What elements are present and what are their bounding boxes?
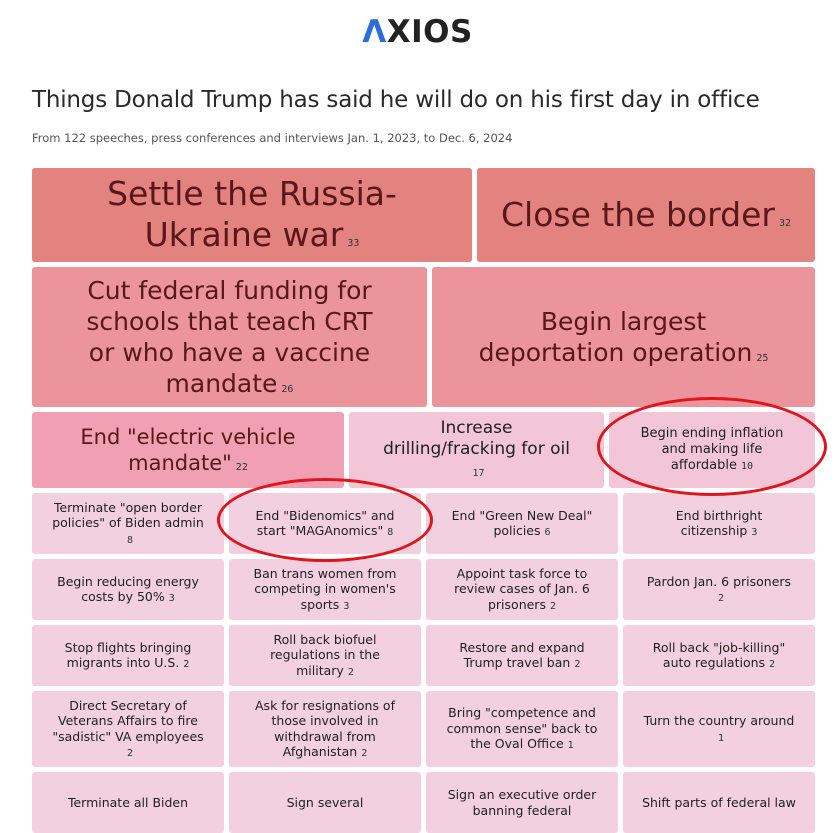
treemap-cell	[32, 691, 224, 767]
treemap-cell	[32, 559, 224, 620]
cell-label: Pardon Jan. 6 prisoners	[646, 573, 792, 589]
cell-label: Shift parts of federal law	[642, 794, 796, 810]
cell-count: 2	[361, 748, 368, 760]
cell-label: Roll back "job-killing" auto regulations	[652, 639, 786, 671]
treemap-cell	[623, 625, 815, 686]
treemap-cell	[477, 168, 815, 262]
treemap-cell	[426, 559, 618, 620]
cell-label: Terminate "open border policies" of Biden admin	[52, 499, 204, 531]
cell-label: Begin ending inflation and making life affordable	[640, 425, 784, 474]
cell-count: 2	[347, 666, 354, 678]
cell-label: Cut federal funding for schools that teach CRT or who have a vaccine mandate	[86, 276, 373, 398]
cell-label: Begin largest deportation operation	[478, 307, 753, 367]
cell-count: 2	[126, 748, 134, 760]
cell-count: 2	[183, 659, 190, 671]
cell-label: Settle the Russia- Ukraine war	[107, 174, 397, 254]
cell-count: 3	[343, 600, 350, 612]
cell-label: Direct Secretary of Veterans Affairs to fire "sadistic" VA employees	[52, 697, 204, 744]
treemap-cell	[349, 412, 604, 488]
treemap-cell	[623, 559, 815, 620]
cell-count: 26	[281, 384, 294, 395]
cell-count: 6	[544, 527, 551, 539]
cell-label: End "Bidenomics" and start "MAGAnomics"	[255, 507, 395, 539]
axios-logo: ΛXIOS	[362, 14, 473, 50]
treemap-cell	[623, 691, 815, 767]
cell-count: 33	[347, 238, 360, 249]
treemap-cell	[623, 772, 815, 833]
cell-count: 3	[751, 527, 758, 539]
chart-subtitle: From 122 speeches, press conferences and interviews Jan. 1, 2023, to Dec. 6, 2024	[32, 131, 513, 145]
cell-label: End "electric vehicle mandate"	[80, 424, 296, 475]
treemap-cell	[609, 412, 815, 488]
cell-label: End "Green New Deal" policies	[451, 507, 593, 539]
cell-label: Stop flights bringing migrants into U.S.	[64, 639, 192, 671]
cell-label: End birthright citizenship	[675, 507, 763, 539]
cell-label: Ban trans women from competing in women's sports	[253, 565, 397, 612]
cell-label: Close the border	[500, 194, 775, 234]
cell-label: Begin reducing energy costs by 50%	[57, 573, 199, 605]
treemap-cell	[426, 493, 618, 554]
cell-label: Restore and expand Trump travel ban	[459, 639, 585, 671]
treemap-cell	[32, 625, 224, 686]
chart-title: Things Donald Trump has said he will do on his first day in office	[32, 87, 760, 113]
treemap-cell	[623, 493, 815, 554]
cell-count: 32	[778, 217, 792, 229]
cell-label: Sign an executive order banning federal	[447, 787, 597, 818]
cell-label: Terminate all Biden	[67, 794, 189, 810]
cell-label: Roll back biofuel regulations in the military	[270, 631, 380, 678]
cell-label: Increase drilling/fracking for oil	[383, 418, 570, 460]
treemap-cell	[32, 412, 344, 488]
treemap-cell	[426, 691, 618, 767]
cell-count: 25	[756, 353, 769, 364]
treemap-cell	[229, 493, 421, 554]
cell-count: 22	[235, 462, 248, 473]
treemap-cell	[32, 168, 472, 262]
treemap-cell	[426, 625, 618, 686]
treemap-cell	[32, 493, 224, 554]
cell-count: 2	[717, 593, 725, 605]
treemap-cell	[229, 691, 421, 767]
cell-count: 1	[717, 732, 724, 744]
cell-count: 8	[126, 534, 134, 546]
treemap-cell	[426, 772, 618, 833]
cell-count: 3	[168, 593, 175, 605]
cell-label: Ask for resignations of those involved in withdrawal from Afghanistan	[255, 697, 395, 760]
treemap-cell	[229, 559, 421, 620]
treemap-cell	[229, 625, 421, 686]
cell-label: Sign several	[286, 794, 364, 810]
treemap-cell	[229, 772, 421, 833]
treemap-cell	[432, 267, 815, 407]
cell-count: 10	[741, 461, 754, 473]
cell-label: Appoint task force to review cases of Jan. 6 prisoners	[454, 565, 590, 612]
cell-count: 8	[387, 527, 394, 539]
treemap-cell	[32, 267, 427, 407]
cell-count: 2	[549, 600, 556, 612]
cell-label: Turn the country around	[643, 713, 795, 729]
cell-label: Bring "competence and common sense" back to the Oval Office	[446, 705, 598, 752]
cell-count: 17	[472, 467, 485, 479]
cell-count: 1	[567, 740, 574, 752]
cell-count: 2	[769, 659, 776, 671]
treemap-cell	[32, 772, 224, 833]
cell-count: 2	[574, 659, 581, 671]
